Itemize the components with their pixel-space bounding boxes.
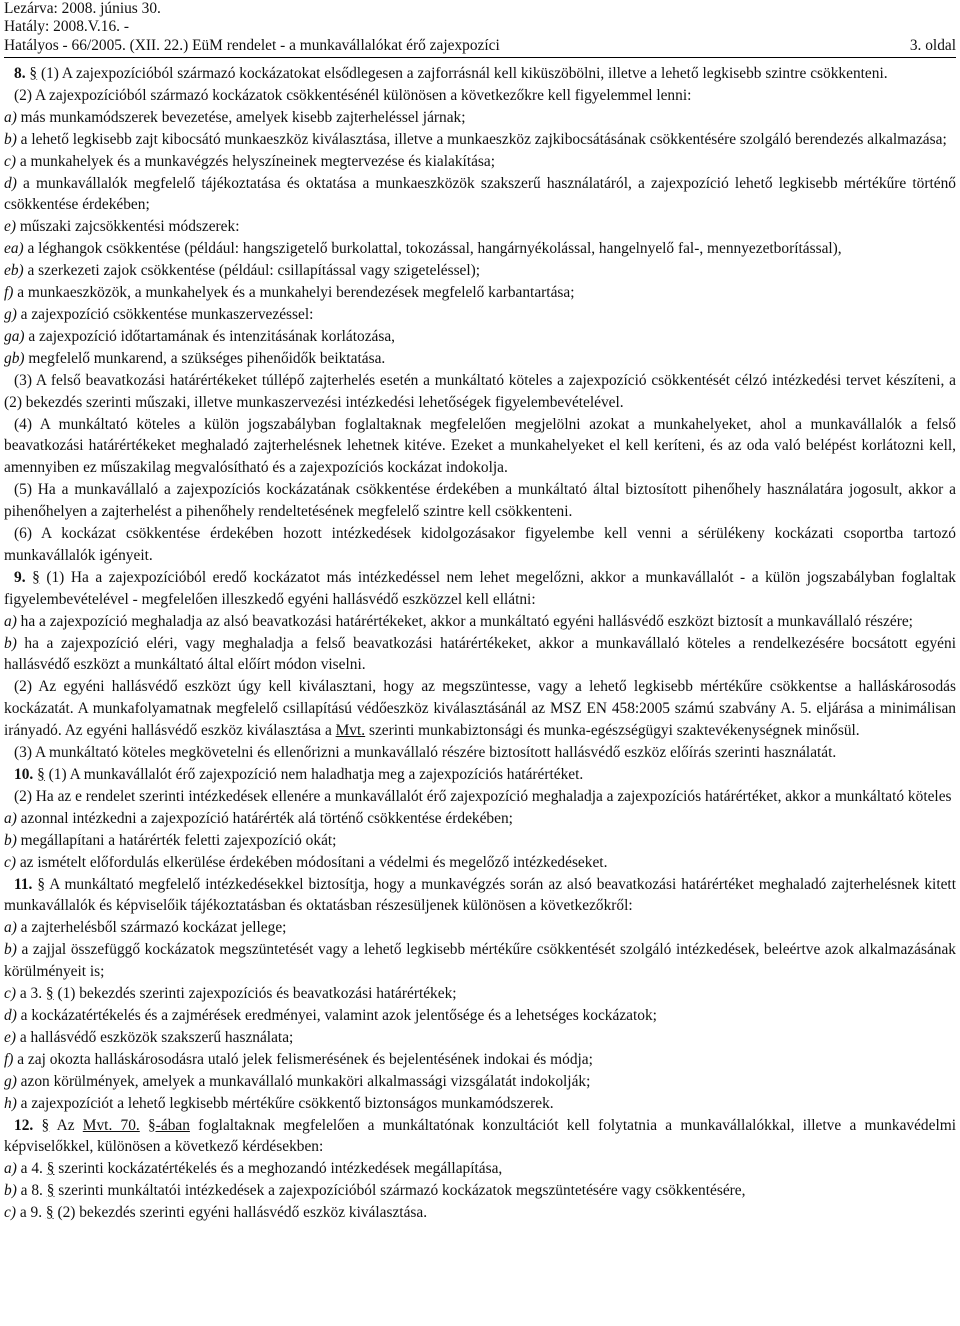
section-number: 11. bbox=[14, 875, 33, 893]
section-12-paragraph-1: 12. § Az Mvt. 70. §-ában foglaltaknak megfelelően a munkáltatónak konzultációt kell folytatnia a munkavállalókkal, illetve a munkavédelmi képviselőkkel, különösen a következő kérdésekben: bbox=[4, 1116, 956, 1156]
document-body bbox=[4, 63, 956, 1224]
section-8-paragraph-3: (3) A felső beavatkozási határértékeket túllépő zajterhelés esetén a munkáltató köteles a zajexpozíció csökkentését célzó intézkedési tervet készíteni, a (2) bekezdés szerinti műszaki, illetve munkaszervezési intézkedési lehetőségek figyelembevételével. bbox=[4, 371, 956, 411]
list-item: d) a kockázatértékelés és a zajmérések eredményei, valamint azok jelentősége és a lehetséges kockázatok; bbox=[4, 1006, 657, 1024]
section-8-paragraph-1: 8. § (1) A zajexpozícióból származó kockázatokat elsődlegesen a zajforrásnál kell kiküszöbölni, illetve a lehető legkisebb szintre csökkenteni. bbox=[14, 65, 888, 82]
list-item: c) az ismételt előfordulás elkerülése érdekében módosítani a védelmi és megelőző intézkedéseket. bbox=[4, 853, 608, 871]
list-item: d) a munkavállalók megfelelő tájékoztatása és oktatása a munkaeszközök szakszerű használatáról, a zajexpozíció lehető legkisebb mértékűre történő csökkentése érdekében; bbox=[4, 174, 956, 214]
closing-date: Lezárva: 2008. június 30. bbox=[4, 0, 161, 17]
list-item: h) a zajexpozíciót a lehető legkisebb mértékűre csökkentő biztonságos munkamódszerek. bbox=[4, 1094, 554, 1112]
section-link[interactable]: § bbox=[37, 766, 45, 783]
list-item: a) azonnal intézkedni a zajexpozíció határérték alá történő csökkentése érdekében; bbox=[4, 809, 513, 827]
section-9-paragraph-2: (2) Az egyéni hallásvédő eszközt úgy kell kiválasztani, hogy az megszüntesse, vagy a lehető legkisebb mértékűre csökkentse a halláskárosodás kockázatát. A munkafolyamatnak megfelelő csillapítású védőeszköz kiválasztásánál az MSZ EN 458:2005 számú szabvány A. 5. eljárása a minimálisan irányadó. Az egyéni hallásvédő eszköz kiválasztása a Mvt. szerinti munkabiztonsági és munka-egészségügyi szaktevékenységnek minősül. bbox=[4, 678, 956, 740]
section-link[interactable]: § bbox=[45, 1204, 54, 1222]
section-link[interactable]: §-ában bbox=[148, 1116, 190, 1134]
section-10-paragraph-2: (2) Ha az e rendelet szerinti intézkedések ellenére a munkavállalót érő zajexpozíció meghaladja a zajexpozíciós határértéket, akkor a munkáltató köteles bbox=[14, 787, 952, 805]
list-item: ga) a zajexpozíció időtartamának és intenzitásának korlátozása, bbox=[4, 327, 396, 345]
list-item: a) más munkamódszerek bevezetése, amelyek kisebb zajterheléssel járnak; bbox=[4, 108, 466, 126]
section-11-paragraph-1: 11. § A munkáltató megfelelő intézkedésekkel biztosítja, hogy a munkavégzés során az alsó beavatkozási határértéket meghaladó zajterhelésnek kitett munkavállalók és képviselőik tájékoztatásban és oktatásban részesüljenek különösen a következőkről: bbox=[4, 875, 956, 915]
section-9-paragraph-1: 9. § (1) Ha a zajexpozícióból eredő kockázatot más intézkedéssel nem lehet megelőzni, akkor a munkavállalót - a külön jogszabályban foglaltak figyelembevételével - megfelelően illeszkedő egyéni hallásvédő eszközzel kell ellátni: bbox=[4, 568, 956, 608]
list-item: e) a hallásvédő eszközök szakszerű használata; bbox=[4, 1028, 294, 1046]
section-link[interactable]: § bbox=[37, 875, 46, 893]
page-number: 3. oldal bbox=[909, 36, 956, 54]
list-item: c) a 3. § (1) bekezdés szerinti zajexpozíciós és beavatkozási határértékek; bbox=[4, 985, 457, 1003]
list-item: eb) a szerkezeti zajok csökkentése (például: csillapítással vagy szigeteléssel); bbox=[4, 262, 481, 280]
header-divider bbox=[4, 57, 956, 58]
list-item: b) ha a zajexpozíció eléri, vagy meghaladja a felső beavatkozási határértékeket, akkor a munkavállaló köteles a rendelkezésére bocsátott egyéni hallásvédő eszközt a munkáltató által előírt módon viselni. bbox=[4, 634, 956, 674]
section-link[interactable]: § bbox=[32, 568, 40, 586]
section-link[interactable]: § bbox=[45, 985, 54, 1003]
list-item: gb) megfelelő munkarend, a szükséges pihenőidők beiktatása. bbox=[4, 349, 386, 367]
list-item: f) a zaj okozta halláskárosodásra utaló jelek felismerésének és bejelentésének indokai és módja; bbox=[4, 1050, 593, 1068]
section-10-paragraph-1: 10. § (1) A munkavállalót érő zajexpozíció nem haladhatja meg a zajexpozíciós határértéket. bbox=[14, 766, 584, 783]
section-link[interactable]: § bbox=[46, 1160, 55, 1178]
section-8-paragraph-2: (2) A zajexpozícióból származó kockázatok csökkentésénél különösen a következőkre kell figyelemmel lenni: bbox=[14, 86, 692, 104]
section-number: 10. bbox=[14, 766, 34, 783]
header-title-row bbox=[4, 37, 956, 55]
list-item: c) a 9. § (2) bekezdés szerinti egyéni hallásvédő eszköz kiválasztása. bbox=[4, 1204, 428, 1222]
section-link[interactable]: § bbox=[46, 1182, 55, 1200]
section-link[interactable]: § bbox=[29, 65, 38, 82]
list-item: b) a 8. § szerinti munkáltatói intézkedések a zajexpozícióból származó kockázatok megszüntetésére vagy csökkentésére, bbox=[4, 1182, 746, 1200]
list-item: a) a 4. § szerinti kockázatértékelés és a meghozandó intézkedések megállapítása, bbox=[4, 1160, 503, 1178]
list-item: b) megállapítani a határérték feletti zajexpozíció okát; bbox=[4, 831, 337, 849]
list-item: a) a zajterhelésből származó kockázat jellege; bbox=[4, 919, 287, 937]
list-item: g) azon körülmények, amelyek a munkavállaló munkaköri alkalmassági vizsgálatát indokolják; bbox=[4, 1072, 591, 1090]
list-item: c) a munkahelyek és a munkavégzés helyszíneinek megtervezése és kialakítása; bbox=[4, 152, 496, 170]
page-header bbox=[4, 0, 956, 55]
section-8-paragraph-5: (5) Ha a munkavállaló a zajexpozíciós kockázatának csökkentése érdekében a munkáltató által biztosított pihenőhely használatára jogosult, akkor a pihenőhelyen a zajterhelést a pihenőhely rendeltetésének megfelelő szintre kell csökkenteni. bbox=[4, 481, 956, 521]
section-8-paragraph-6: (6) A kockázat csökkentése érdekében hozott intézkedések kidolgozásakor figyelembe kell venni a sérülékeny kockázati csoportba tartozó munkavállalók igényeit. bbox=[4, 525, 956, 564]
list-item: b) a lehető legkisebb zajt kibocsátó munkaeszköz kiválasztása, illetve a munkaeszköz zajkibocsátásának csökkentésére szolgáló berendezés alkalmazása; bbox=[4, 130, 947, 148]
list-item: g) a zajexpozíció csökkentése munkaszervezéssel: bbox=[4, 305, 314, 323]
section-number: 12. bbox=[14, 1116, 34, 1134]
section-number: 9. bbox=[14, 568, 26, 586]
effective-date: Hatály: 2008.V.16. - bbox=[4, 18, 129, 36]
list-item: e) műszaki zajcsökkentési módszerek: bbox=[4, 218, 240, 236]
list-item: b) a zajjal összefüggő kockázatok megszüntetését vagy a lehető legkisebb mértékűre csökkentését szolgáló intézkedések, beleértve azok alkalmazásának körülményeit is; bbox=[4, 941, 956, 981]
list-item: ea) a léghangok csökkentése (például: hangszigetelő burkolattal, tokozással, hangárnyékolással, hangelnyelő fal-, mennyezetborítással), bbox=[4, 240, 842, 258]
section-number: 8. bbox=[14, 65, 26, 82]
section-link[interactable]: § bbox=[41, 1116, 50, 1134]
section-8-paragraph-4: (4) A munkáltató köteles a külön jogszabályban foglaltaknak megfelelően megjelölni azokat a munkahelyeket, ahol a munkavállalók a felső beavatkozási határértékeket meghaladó zajterhelésnek lehetnek kitéve. Ezeket a munkahelyeket el kell keríteni, és az oda való belépést korlátozni kell, amennyiben ez műszakilag megvalósítható és a zajexpozíciós kockázat indokolja. bbox=[4, 415, 956, 477]
mvt-link[interactable]: Mvt. 70. bbox=[82, 1116, 140, 1134]
section-9-paragraph-3: (3) A munkáltató köteles megkövetelni és ellenőrizni a munkavállaló részére biztosított hallásvédő eszköz előírás szerinti használatát. bbox=[14, 744, 837, 762]
mvt-link[interactable]: Mvt. bbox=[335, 722, 366, 740]
regulation-title: Hatályos - 66/2005. (XII. 22.) EüM rendelet - a munkavállalókat érő zajexpozíci bbox=[4, 36, 500, 54]
list-item: a) ha a zajexpozíció meghaladja az alsó beavatkozási határértékeket, akkor a munkáltató egyéni hallásvédő eszközt biztosít a munkavállaló részére; bbox=[4, 612, 913, 630]
list-item: f) a munkaeszközök, a munkahelyek és a munkahelyi berendezések megfelelő karbantartása; bbox=[4, 284, 575, 302]
